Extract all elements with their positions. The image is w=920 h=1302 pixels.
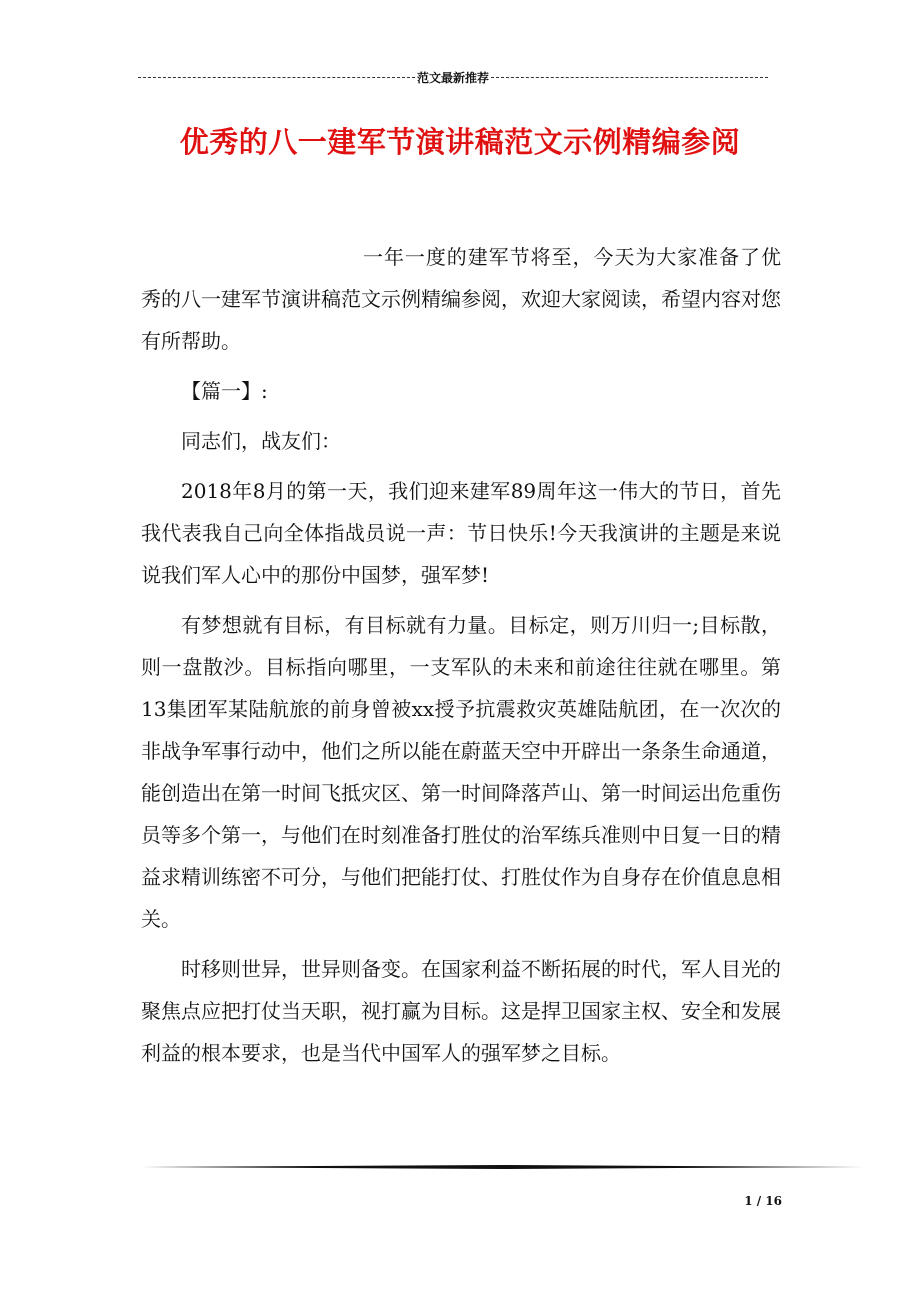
- page-header: [138, 67, 768, 87]
- body-paragraph: 有梦想就有目标，有目标就有力量。目标定，则万川归一;目标散，则一盘散沙。目标指向哪里，一支军队的未来和前途往往就在哪里。第13集团军某陆航旅的前身曾被xx授予抗震救灾英雄陆航团，在一次次的非战争军事行动中，他们之所以能在蔚蓝天空中开辟出一条条生命通道，能创造出在第一时间飞抵灾区、第一时间降落芦山、第一时间运出危重伤员等多个第一，与他们在时刻准备打胜仗的治军练兵准则中日复一日的精益求精训练密不可分，与他们把能打仗、打胜仗作为自身存在价值息息相关。: [141, 613, 781, 931]
- page-number: 1 / 16: [744, 1194, 782, 1208]
- section-heading: 【篇一】:: [181, 379, 268, 403]
- document-body: [141, 236, 781, 1082]
- intro-paragraph: 一年一度的建军节将至，今天为大家准备了优秀的八一建军节演讲稿范文示例精编参阅，欢迎大家阅读，希望内容对您有所帮助。: [141, 245, 781, 353]
- header-dash-right: [491, 77, 768, 78]
- footer-divider: [141, 1165, 863, 1169]
- body-paragraph: 时移则世异，世异则备变。在国家利益不断拓展的时代，军人目光的聚焦点应把打仗当天职，视打赢为目标。这是捍卫国家主权、安全和发展利益的根本要求，也是当代中国军人的强军梦之目标。: [141, 957, 781, 1065]
- body-paragraph: 2018年8月的第一天，我们迎来建军89周年这一伟大的节日，首先我代表我自己向全体指战员说一声：节日快乐!今天我演讲的主题是来说说我们军人心中的那份中国梦，强军梦!: [141, 479, 781, 587]
- header-label: 范文最新推荐: [417, 70, 490, 85]
- header-dash-left: [138, 77, 415, 78]
- document-title: 优秀的八一建军节演讲稿范文示例精编参阅: [179, 125, 741, 159]
- salutation: 同志们，战友们：: [181, 429, 341, 453]
